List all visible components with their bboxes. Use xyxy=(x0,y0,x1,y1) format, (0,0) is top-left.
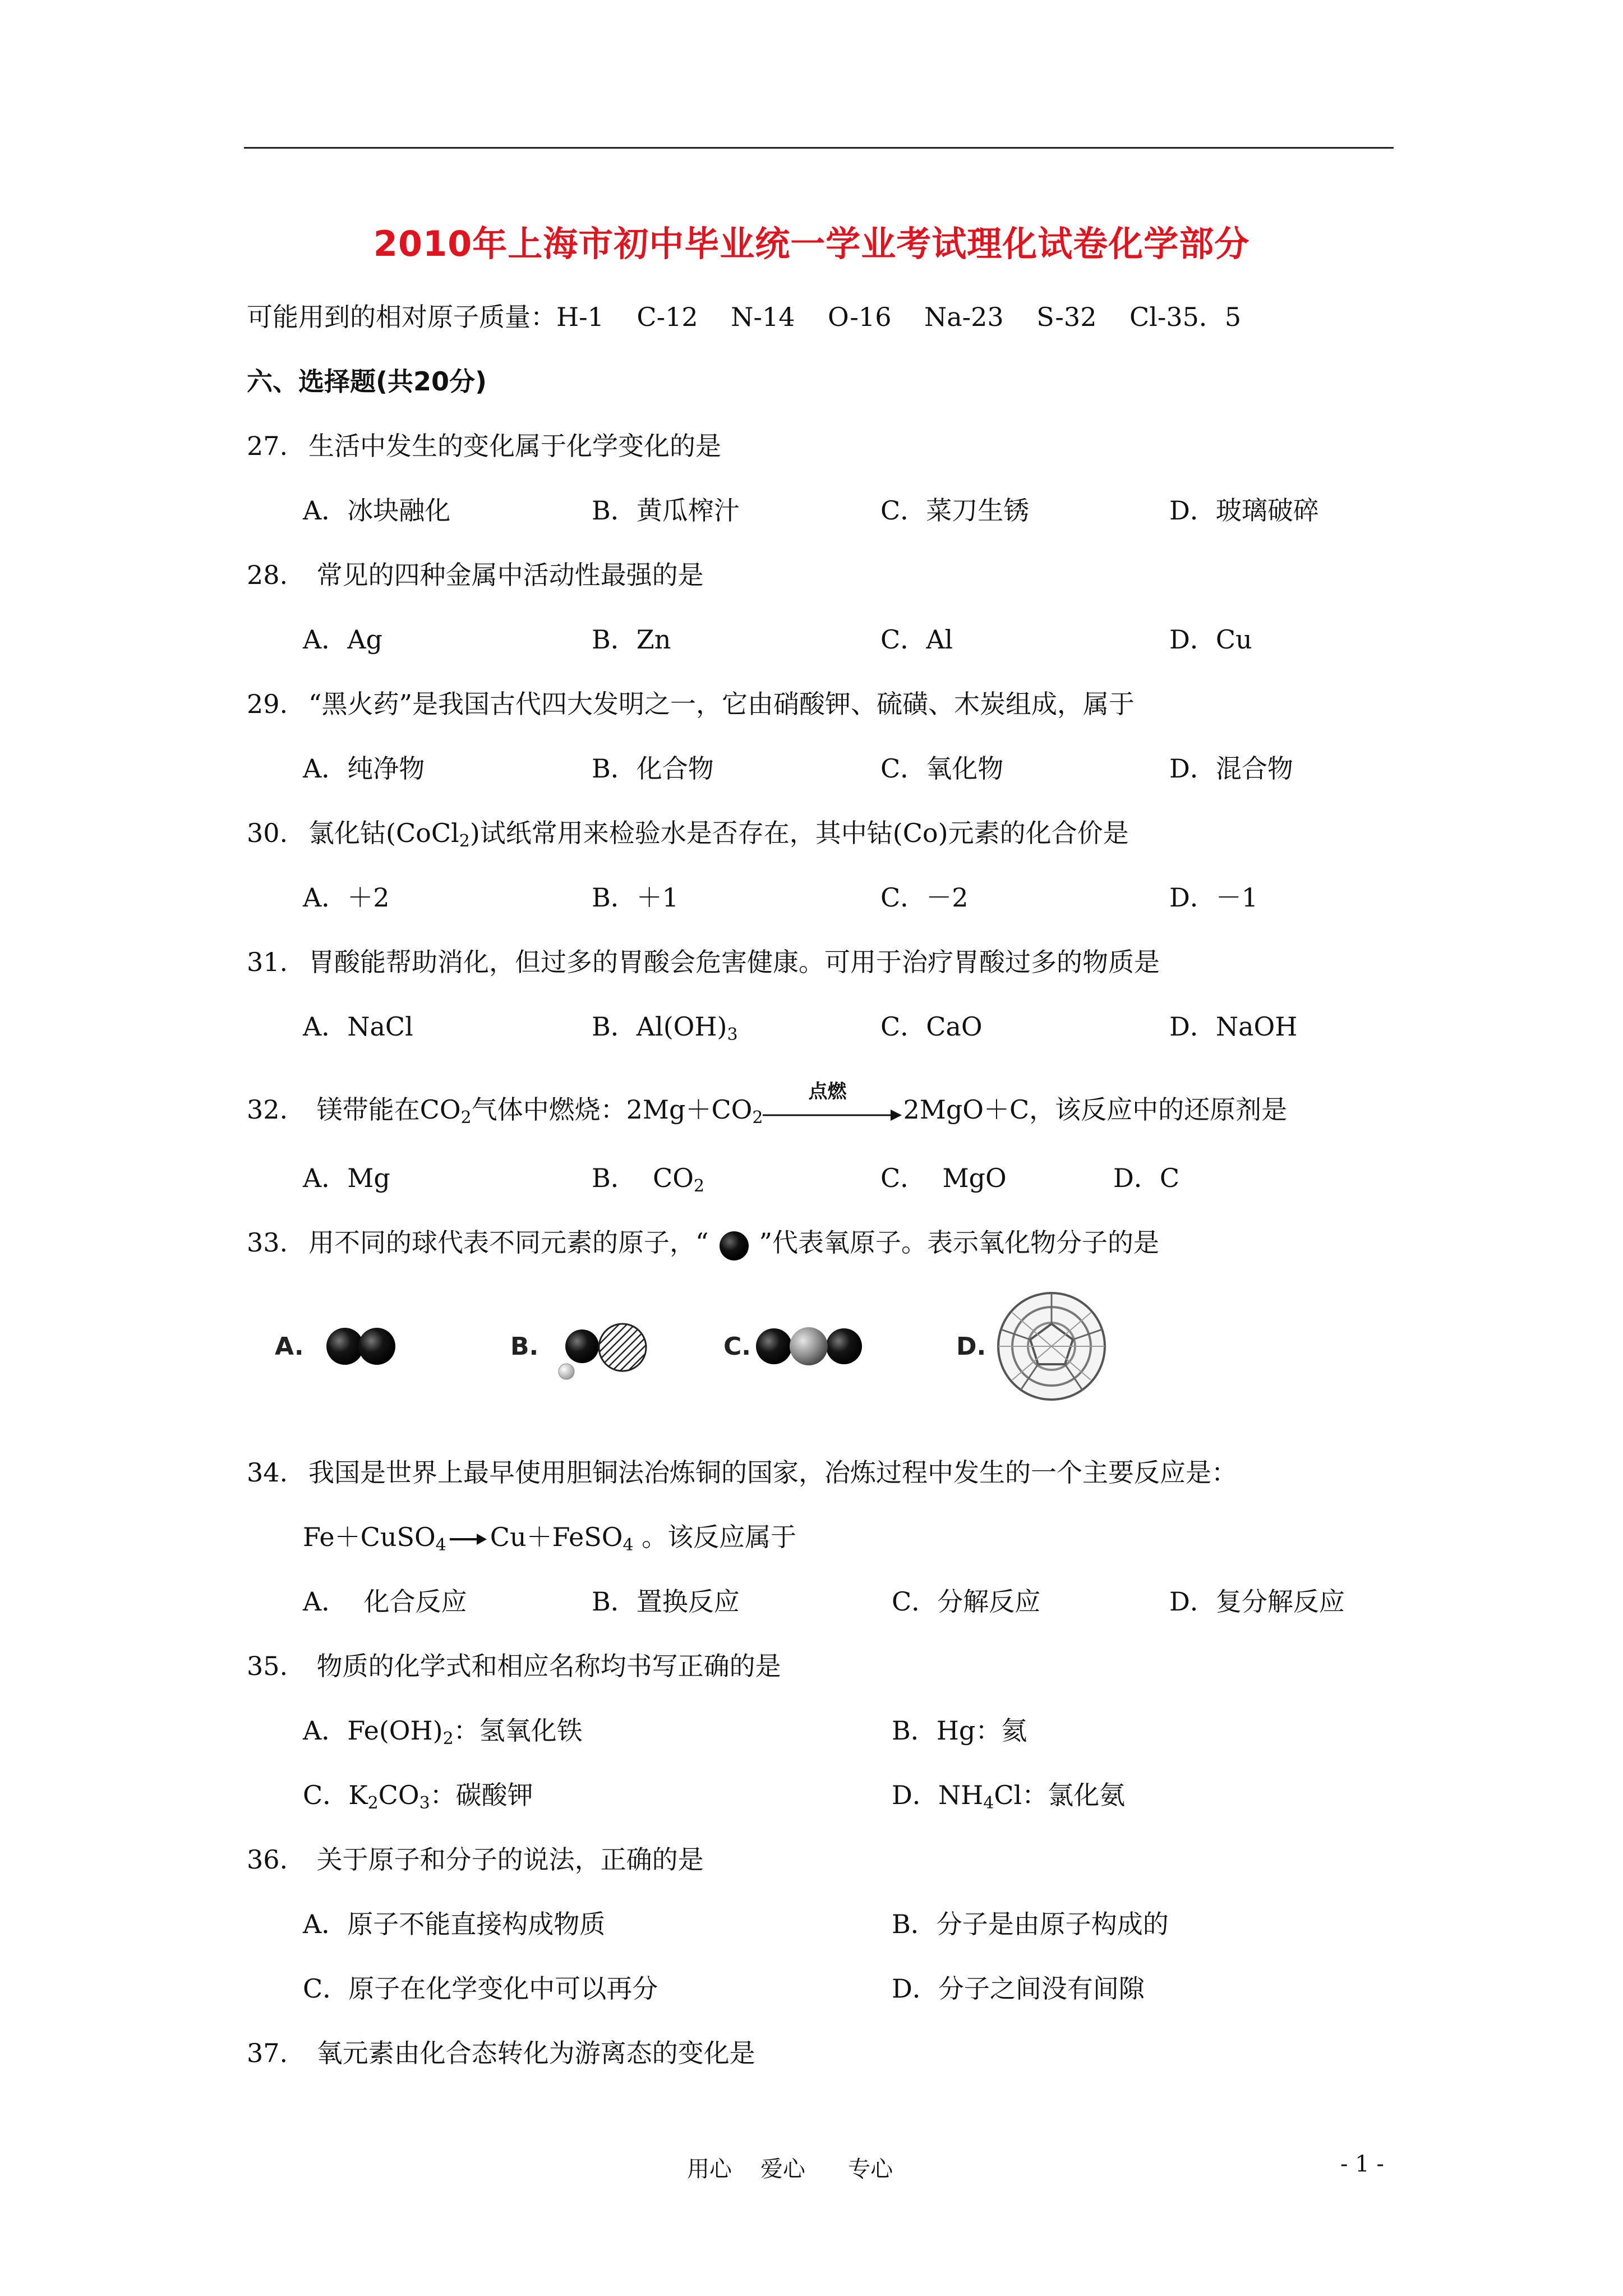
option-d: D．Cu xyxy=(1169,624,1252,655)
option-b: B．黄瓜榨汁 xyxy=(592,495,740,526)
question-37: 37. 氧元素由化合态转化为游离态的变化是 xyxy=(247,2038,755,2068)
option-b: B．Zn xyxy=(592,624,671,655)
option-c: C．Al xyxy=(880,624,953,655)
question-stem: “黑火药”是我国古代四大发明之一，它由硝酸钾、硫磺、木炭组成，属于 xyxy=(308,689,1135,719)
question-stem: 胃酸能帮助消化，但过多的胃酸会危害健康。可用于治疗胃酸过多的物质是 xyxy=(308,947,1160,977)
option-b: B．化合物 xyxy=(592,753,714,784)
option-d: D．玻璃破碎 xyxy=(1169,495,1319,526)
question-36: 36. 关于原子和分子的说法，正确的是 xyxy=(247,1844,704,1875)
question-28: 28. 常见的四种金属中活动性最强的是 xyxy=(247,560,704,590)
option-d: D．$NH_4Cl$：氯化氨 xyxy=(892,1780,1126,1813)
option-a: A．原子不能直接构成物质 xyxy=(303,1909,606,1939)
option-c: C．－2 xyxy=(880,882,969,913)
option-c: C．氧化物 xyxy=(880,753,1004,784)
footer-motto: 用心 爱心 专心 xyxy=(687,2156,893,2182)
option-c: C． MgO xyxy=(880,1163,1007,1193)
molecule-a xyxy=(326,1328,395,1365)
question-34: 34. 我国是世界上最早使用胆铜法冶炼铜的国家，冶炼过程中发生的一个主要反应是： xyxy=(247,1457,1237,1488)
option-a: A． 化合反应 xyxy=(303,1586,467,1617)
question-35: 35. 物质的化学式和相应名称均书写正确的是 xyxy=(247,1651,781,1681)
molecule-d-fullerene xyxy=(998,1293,1105,1400)
option-d: D．－1 xyxy=(1169,882,1258,913)
option-c: C．$K_2CO_3$：碳酸钾 xyxy=(303,1780,533,1813)
option-a: A．＋2 xyxy=(303,882,390,913)
arrow-icon xyxy=(449,1531,488,1548)
option-a: A．$Fe(OH)_2$：氢氧化铁 xyxy=(303,1715,583,1749)
question-30: 30. 氯化钴(CoCl$_2$)试纸常用来检验水是否存在，其中钴(Co)元素的化合价是 xyxy=(247,818,1129,851)
option-a: A．NaCl xyxy=(303,1011,413,1042)
option-d: D．NaOH xyxy=(1169,1011,1298,1042)
atomic-masses-line: 可能用到的相对原子质量：H-1 C-12 N-14 O-16 Na-23 S-32 Cl-35．5 xyxy=(247,302,1242,332)
reaction-arrow xyxy=(763,1080,903,1123)
arrow-condition-label: 点燃 xyxy=(808,1080,847,1103)
question-32: 32. 镁带能在$CO_2$气体中燃烧：$2Mg+CO_2$ 点燃 2MgO＋C，该反应中的还原剂是 xyxy=(247,1093,1287,1126)
option-a: A．冰块融化 xyxy=(303,495,451,526)
question-stem: 常见的四种金属中活动性最强的是 xyxy=(308,560,704,590)
question-stem: 关于原子和分子的说法，正确的是 xyxy=(308,1844,704,1875)
option-b: B． $CO_2$ xyxy=(592,1163,705,1196)
option-c: C．分解反应 xyxy=(892,1586,1041,1617)
fig-label-c: C. xyxy=(723,1332,751,1361)
section-heading: 六、选择题(共20分) xyxy=(247,366,487,397)
oxygen-atom-icon xyxy=(709,1228,759,1262)
question-31: 31. 胃酸能帮助消化，但过多的胃酸会危害健康。可用于治疗胃酸过多的物质是 xyxy=(247,947,1160,977)
option-b: B．置换反应 xyxy=(592,1586,740,1617)
option-a: A．纯净物 xyxy=(303,753,425,784)
molecule-figure xyxy=(264,1290,1161,1425)
page-title: 2010年上海市初中毕业统一学业考试理化试卷化学部分 xyxy=(373,223,1250,264)
option-d: D．混合物 xyxy=(1169,753,1293,784)
question-27: 27. 生活中发生的变化属于化学变化的是 xyxy=(247,431,721,461)
question-stem: 物质的化学式和相应名称均书写正确的是 xyxy=(308,1651,781,1681)
question-stem: 氧元素由化合态转化为游离态的变化是 xyxy=(308,2038,755,2068)
option-c: C．原子在化学变化中可以再分 xyxy=(303,1973,658,2004)
option-a: A．Ag xyxy=(303,624,382,655)
option-c: C．菜刀生锈 xyxy=(880,495,1030,526)
question-33: 33. 用不同的球代表不同元素的原子，“ ”代表氧原子。表示氧化物分子的是 xyxy=(247,1226,1159,1262)
fig-label-d: D. xyxy=(956,1332,986,1361)
page-number: - 1 - xyxy=(1340,2151,1384,2177)
header-rule xyxy=(244,147,1394,149)
molecule-b xyxy=(559,1324,646,1379)
option-c: C．CaO xyxy=(880,1011,983,1042)
option-b: B．分子是由原子构成的 xyxy=(892,1909,1169,1939)
option-a: A．Mg xyxy=(303,1163,390,1193)
question-stem: 我国是世界上最早使用胆铜法冶炼铜的国家，冶炼过程中发生的一个主要反应是： xyxy=(308,1457,1237,1488)
question-29: 29. “黑火药”是我国古代四大发明之一，它由硝酸钾、硫磺、木炭组成，属于 xyxy=(247,689,1135,719)
reaction-equation-34: Fe＋CuSO$_4$ Cu＋FeSO$_4$ 。该反应属于 xyxy=(303,1522,797,1555)
option-d: D．分子之间没有间隙 xyxy=(892,1973,1145,2004)
option-b: B．Hg：氦 xyxy=(892,1715,1027,1746)
option-b: B．$Al(OH)_3$ xyxy=(592,1011,738,1045)
option-d: D．C xyxy=(1113,1163,1180,1193)
fig-label-a: A. xyxy=(275,1332,304,1361)
question-stem: 生活中发生的变化属于化学变化的是 xyxy=(308,431,721,461)
option-b: B．＋1 xyxy=(592,882,679,913)
fig-label-b: B. xyxy=(510,1332,539,1361)
molecule-c xyxy=(756,1327,862,1365)
option-d: D．复分解反应 xyxy=(1169,1586,1345,1617)
